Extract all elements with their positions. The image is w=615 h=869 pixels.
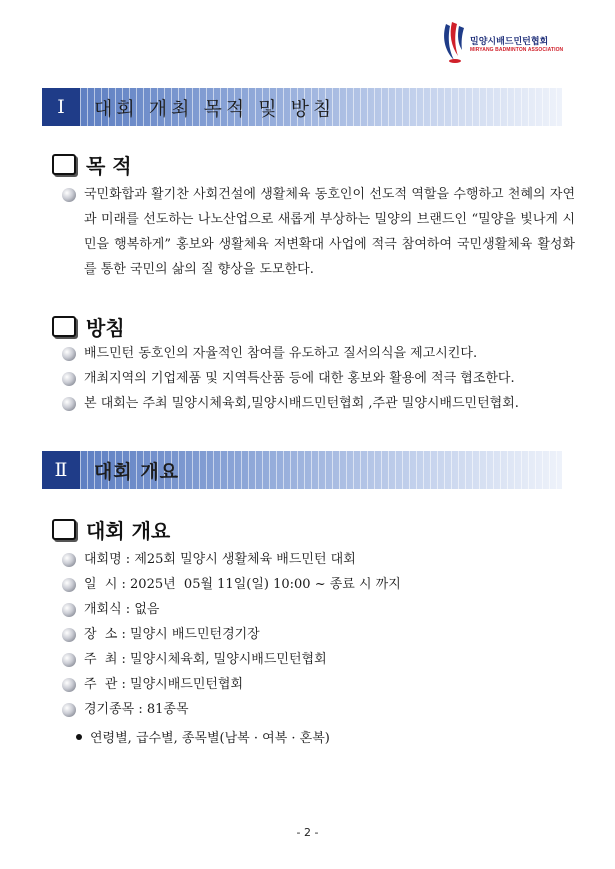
overview-heading <box>52 515 170 544</box>
purpose-text: 국민화합과 활기찬 사회건설에 생활체육 동호인이 선도적 역할을 수행하고 천혜의 자연과 미래를 선도하는 나노산업으로 새롭게 부상하는 밀양의 브랜드인 “밀양을 빛나게 시민을 행복하게” 홍보와 생활체육 저변확대 사업에 적극 참여하여 국민생활체육 활성화를 통한 국민의 삶의 질 향상을 도모한다. <box>84 187 575 277</box>
event-categories-text: 연령별, 급수별, 종목별(남복 · 여복 · 혼복) <box>90 731 330 746</box>
org-name-english: MIRYANG BADMINTON ASSOCIATION <box>470 47 564 53</box>
bullet-ball-icon <box>62 188 76 202</box>
bullet-ball-icon <box>62 628 76 642</box>
list-item-text: 개회식 : 없음 <box>84 602 160 617</box>
checkbox-icon <box>52 519 76 540</box>
list-item-text: 대회명 : 제25회 밀양시 생활체육 배드민턴 대회 <box>84 552 356 567</box>
purpose-paragraph <box>60 182 575 282</box>
purpose-heading <box>52 150 132 179</box>
bullet-ball-icon <box>62 603 76 617</box>
bullet-ball-icon <box>62 678 76 692</box>
list-item <box>60 697 575 722</box>
list-item <box>60 366 575 391</box>
list-item <box>60 597 575 622</box>
event-categories-item <box>76 727 330 746</box>
association-logo <box>440 20 580 64</box>
policy-heading-text: 방침 <box>86 316 125 340</box>
list-item <box>60 672 575 697</box>
list-item <box>60 341 575 366</box>
section-1-title: 대회 개최 목적 및 방침 <box>94 97 336 120</box>
list-item <box>60 391 575 416</box>
list-item-text: 개최지역의 기업제품 및 지역특산품 등에 대한 홍보와 활용에 적극 협조한다. <box>84 371 515 386</box>
page-number: - 2 - <box>296 826 319 839</box>
list-item-text: 경기종목 : 81종목 <box>84 702 189 717</box>
bullet-ball-icon <box>62 397 76 411</box>
section-2-number: Ⅱ <box>42 451 80 489</box>
checkbox-icon <box>52 154 76 175</box>
list-item-text: 일 시 : 2025년 05월 11일(일) 10:00 ~ 종료 시 까지 <box>84 577 401 592</box>
policy-list <box>60 341 575 416</box>
list-item <box>60 622 575 647</box>
purpose-heading-text: 목 적 <box>86 154 132 178</box>
checkbox-icon <box>52 316 76 337</box>
feather-logo-icon <box>440 20 470 64</box>
section-1-title-band <box>80 88 562 126</box>
list-item-text: 주 최 : 밀양시체육회, 밀양시배드민턴협회 <box>84 652 327 667</box>
bullet-ball-icon <box>62 553 76 567</box>
section-1-number: Ⅰ <box>42 88 80 126</box>
list-item-text: 장 소 : 밀양시 배드민턴경기장 <box>84 627 260 642</box>
bullet-ball-icon <box>62 578 76 592</box>
bullet-ball-icon <box>62 347 76 361</box>
section-2-title: 대회 개요 <box>94 460 180 483</box>
org-name-korean: 밀양시배드민턴협회 <box>470 37 549 47</box>
policy-heading <box>52 312 125 341</box>
bullet-ball-icon <box>62 372 76 386</box>
bullet-ball-icon <box>62 653 76 667</box>
list-item <box>60 647 575 672</box>
bullet-dot-icon <box>76 734 82 740</box>
list-item-text: 본 대회는 주최 밀양시체육회,밀양시배드민턴협회 ,주관 밀양시배드민턴협회. <box>84 396 519 411</box>
list-item <box>60 572 575 597</box>
section-2-title-band <box>80 451 562 489</box>
section-1-header <box>42 88 562 126</box>
bullet-ball-icon <box>62 703 76 717</box>
overview-heading-text: 대회 개요 <box>86 519 171 543</box>
list-item-text: 배드민턴 동호인의 자율적인 참여를 유도하고 질서의식을 제고시킨다. <box>84 346 478 361</box>
overview-list <box>60 547 575 722</box>
purpose-list <box>60 182 575 282</box>
list-item <box>60 547 575 572</box>
list-item-text: 주 관 : 밀양시배드민턴협회 <box>84 677 244 692</box>
section-2-header <box>42 451 562 489</box>
